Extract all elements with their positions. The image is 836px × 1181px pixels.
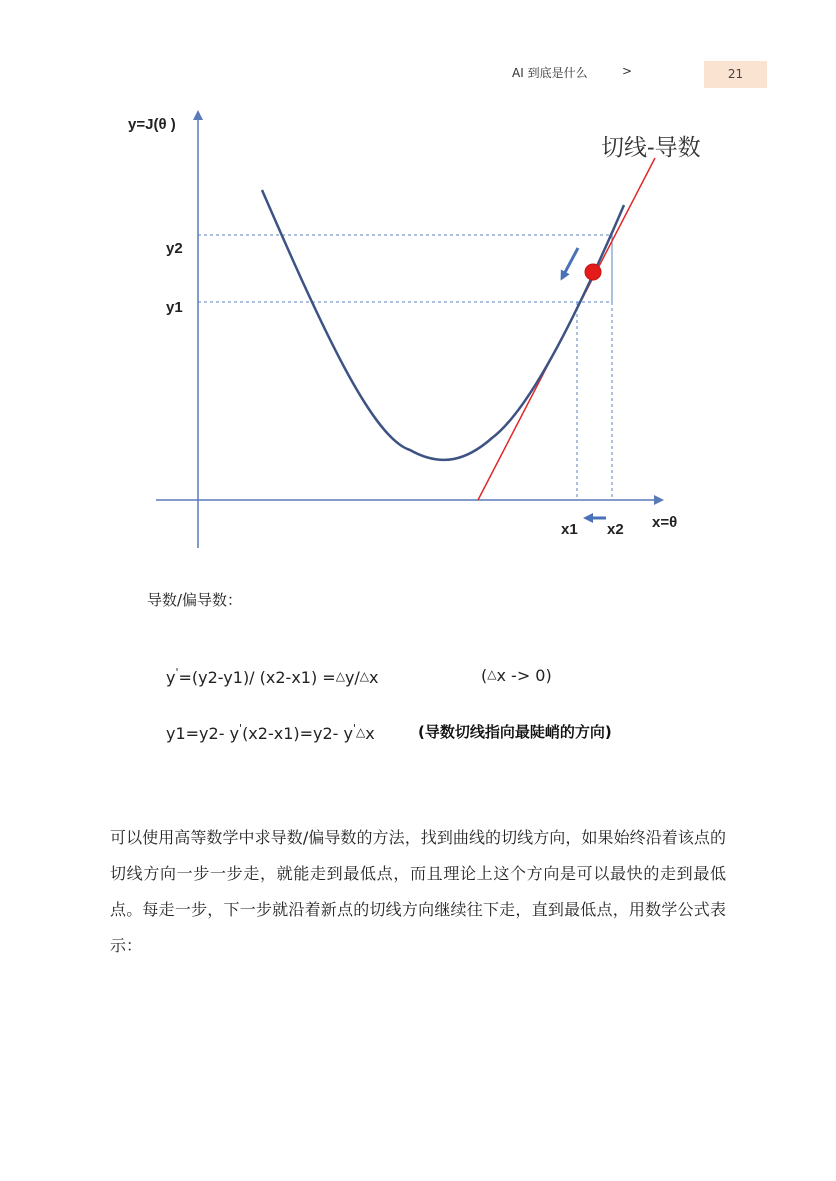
delta-icon: △ xyxy=(356,725,366,739)
x-axis-label: x=θ xyxy=(652,514,678,531)
limit-condition xyxy=(481,666,552,685)
formula-dy: y/ xyxy=(344,668,360,687)
delta-icon: △ xyxy=(359,669,370,683)
formula-fraction: =(y2-y1)/ (x2-x1) = xyxy=(178,668,336,687)
prime-mark: ' xyxy=(175,666,179,679)
x1-label: x1 xyxy=(561,521,578,538)
cost-curve xyxy=(262,190,624,460)
x2-label: x2 xyxy=(607,521,624,538)
limit-open-paren: ( xyxy=(481,666,488,685)
header-arrow: > xyxy=(622,64,633,78)
limit-rest: x -> 0) xyxy=(496,666,552,685)
tangent-note: (导数切线指向最陡峭的方向) xyxy=(418,723,612,741)
body-paragraph: 可以使用高等数学中求导数/偏导数的方法，找到曲线的切线方向，如果始终沿着该点的切线方向一步一步走，就能走到最低点，而且理论上这个方向是可以最快的走到最低点。每走一步，下一步就沿着新点的切线方向继续往下走，直到最低点，用数学公式表示： xyxy=(110,828,726,955)
tangent-label: 切线-导数 xyxy=(601,134,701,160)
delta-icon: △ xyxy=(487,667,497,681)
derivative-formula xyxy=(166,666,379,687)
formula-y1: y1=y2- y xyxy=(166,724,240,743)
formula-y: y xyxy=(166,668,176,687)
descent-arrow xyxy=(562,248,578,278)
prime-mark: ' xyxy=(239,722,243,735)
y-axis-label: y=J(θ ) xyxy=(128,116,176,133)
page-number-badge: 21 xyxy=(704,61,767,88)
y2-label: y2 xyxy=(166,240,183,257)
prime-mark: ' xyxy=(353,722,357,735)
delta-icon: △ xyxy=(335,669,345,683)
y1-label: y1 xyxy=(166,299,183,316)
header-title: AI 到底是什么 xyxy=(512,66,588,80)
gradient-descent-figure xyxy=(112,98,722,553)
current-point xyxy=(585,264,601,280)
formula-dx: x xyxy=(369,668,379,687)
formula-x: x xyxy=(365,724,375,743)
gradient-descent-diagram xyxy=(112,98,722,553)
section-label: 导数/偏导数： xyxy=(147,591,243,609)
update-formula xyxy=(166,722,375,743)
formula-diff: (x2-x1)=y2- y xyxy=(242,724,353,743)
